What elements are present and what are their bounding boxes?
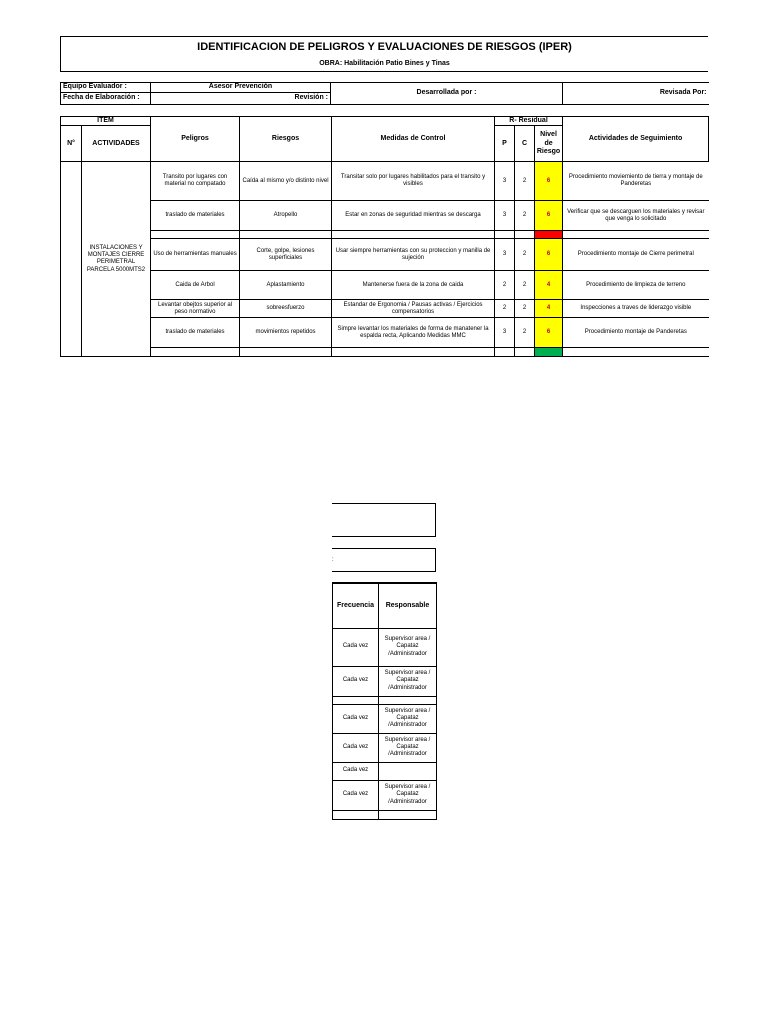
fecha-label: Fecha de Elaboración : — [61, 93, 151, 105]
medida-cell: Estandar de Ergonomia / Pausas activas / Ejercicios compensatorios — [332, 300, 495, 318]
obra-subtitle: OBRA: Habilitación Patio Bines y Tinas — [319, 60, 450, 67]
seguimiento-cell: Procedimiento de limpieza de terreno — [563, 271, 709, 300]
seguimiento-cell — [563, 231, 709, 239]
actividades-header: ACTIVIDADES — [82, 126, 151, 162]
responsable-cell: Supervisor area / Capataz /Administrador — [379, 733, 437, 762]
p-cell: 2 — [495, 300, 515, 318]
p-cell: 2 — [495, 271, 515, 300]
second-header-box — [332, 503, 436, 537]
n-cell — [61, 162, 82, 357]
table-row — [61, 348, 709, 357]
frecuencia-cell: Cada vez — [333, 628, 379, 666]
frecuencia-cell: Cada vez — [333, 666, 379, 696]
peligro-cell: traslado de materiales — [151, 201, 240, 231]
p-cell: 3 — [495, 201, 515, 231]
peligro-cell: traslado de materiales — [151, 318, 240, 348]
frecuencia-cell: Cada vez — [333, 733, 379, 762]
page-title: IDENTIFICACION DE PELIGROS Y EVALUACIONES DE RIESGOS (IPER) — [197, 41, 572, 53]
c-cell — [515, 231, 535, 239]
table-row — [61, 162, 709, 201]
table-row — [333, 666, 437, 696]
c-cell — [515, 348, 535, 357]
responsable-cell — [379, 762, 437, 780]
colon-text: : — [332, 557, 334, 563]
nivel-cell — [535, 231, 563, 239]
equipo-value: Asesor Prevención — [151, 83, 331, 93]
table-row — [333, 810, 437, 819]
c-cell: 2 — [515, 300, 535, 318]
peligro-cell — [151, 231, 240, 239]
nivel-cell: 4 — [535, 300, 563, 318]
frecuencia-cell — [333, 810, 379, 819]
c-cell: 2 — [515, 162, 535, 201]
c-cell: 2 — [515, 201, 535, 231]
nivel-cell: 6 — [535, 318, 563, 348]
c-cell: 2 — [515, 239, 535, 271]
responsable-cell: Supervisor area / Capataz /Administrador — [379, 704, 437, 733]
peligro-cell: Uso de herramientas manuales — [151, 239, 240, 271]
table-row — [333, 733, 437, 762]
medida-cell — [332, 348, 495, 357]
c-header: C — [515, 126, 535, 162]
table-row — [61, 231, 709, 239]
n-header: N° — [61, 126, 82, 162]
seguimiento-cell: Inspecciones a traves de liderazgo visible — [563, 300, 709, 318]
desarrollada-label: Desarrollada por : — [331, 83, 563, 105]
p-cell — [495, 348, 515, 357]
nivel-cell — [535, 348, 563, 357]
equipo-label: Equipo Evaluador : — [61, 83, 151, 93]
responsable-cell — [379, 696, 437, 704]
riesgo-cell: Corte, golpe, lesiones superficiales — [240, 239, 332, 271]
frecuencia-cell: Cada vez — [333, 762, 379, 780]
activity-cell: INSTALACIONES Y MONTAJES CIERRE PERIMETRAL PARCELA 5000MTS2 — [82, 162, 151, 357]
nivel-header: Nivel de Riesgo — [535, 126, 563, 162]
nivel-cell: 6 — [535, 239, 563, 271]
table-row — [333, 762, 437, 780]
riesgos-header: Riesgos — [240, 117, 332, 162]
iper-table — [60, 116, 709, 357]
frecuencia-cell: Cada vez — [333, 704, 379, 733]
medida-cell: Transitar solo por lugares habilitados para el transito y visibles — [332, 162, 495, 201]
table-row — [333, 780, 437, 810]
table-row — [333, 628, 437, 666]
responsable-cell — [379, 810, 437, 819]
revision-label: Revisión : — [151, 93, 331, 105]
p-cell: 3 — [495, 239, 515, 271]
riesgo-cell: movimientos repetidos — [240, 318, 332, 348]
c-cell: 2 — [515, 318, 535, 348]
table-row — [61, 239, 709, 271]
table-row — [333, 704, 437, 733]
peligro-cell: Levantar obejtos superior al peso normativo — [151, 300, 240, 318]
p-cell: 3 — [495, 318, 515, 348]
seguimiento-cell: Procedimiento montaje de Panderetas — [563, 318, 709, 348]
frecuencia-cell: Cada vez — [333, 780, 379, 810]
medida-cell: Usar siempre herramientas con su proteccion y manilla de sujeción — [332, 239, 495, 271]
nivel-cell: 4 — [535, 271, 563, 300]
item-header: ITEM — [61, 117, 151, 126]
medida-cell — [332, 231, 495, 239]
responsable-cell: Supervisor area / Capataz /Administrador — [379, 780, 437, 810]
p-header: P — [495, 126, 515, 162]
title-box — [60, 36, 708, 72]
seguimiento-cell: Verificar que se descarguen los materiales y revisar que venga lo solicitado — [563, 201, 709, 231]
responsable-cell: Supervisor area / Capataz /Administrador — [379, 666, 437, 696]
seguimiento-cell — [563, 348, 709, 357]
riesgo-cell: sobreesfuerzo — [240, 300, 332, 318]
frecuencia-cell — [333, 696, 379, 704]
riesgo-cell: Atropello — [240, 201, 332, 231]
responsable-header: Responsable — [379, 583, 437, 628]
seguimiento-cell: Procedimiento montaje de Cierre perimetral — [563, 239, 709, 271]
riesgo-cell: Caída al mismo y/o distinto nivel — [240, 162, 332, 201]
responsable-cell: Supervisor area / Capataz /Administrador — [379, 628, 437, 666]
table-row — [61, 300, 709, 318]
second-info-box — [332, 548, 436, 572]
nivel-cell: 6 — [535, 201, 563, 231]
medida-cell: Estar en zonas de seguridad mientras se descarga — [332, 201, 495, 231]
table-row — [333, 696, 437, 704]
nivel-cell: 6 — [535, 162, 563, 201]
frecuencia-header: Frecuencia — [333, 583, 379, 628]
peligros-header: Peligros — [151, 117, 240, 162]
residual-header: R- Residual — [495, 117, 563, 126]
revisada-label: Revisada Por: — [563, 83, 709, 105]
table-row — [61, 318, 709, 348]
seguimiento-cell: Procedimiento moviemiento de tierra y montaje de Panderetas — [563, 162, 709, 201]
c-cell: 2 — [515, 271, 535, 300]
peligro-cell: Transito por lugares con material no compatado — [151, 162, 240, 201]
frecuencia-table — [332, 582, 437, 820]
p-cell — [495, 231, 515, 239]
seguimiento-header: Actividades de Seguimiento — [563, 117, 709, 162]
peligro-cell: Caida de Arbol — [151, 271, 240, 300]
riesgo-cell — [240, 231, 332, 239]
riesgo-cell: Aplastamiento — [240, 271, 332, 300]
p-cell: 3 — [495, 162, 515, 201]
medida-cell: Simpre levantar los materiales de forma de manatener la espalda recta, Aplicando Medidas MMC — [332, 318, 495, 348]
medidas-header: Medidas de Control — [332, 117, 495, 162]
riesgo-cell — [240, 348, 332, 357]
table-row — [61, 201, 709, 231]
peligro-cell — [151, 348, 240, 357]
info-table — [60, 82, 709, 105]
table-row — [61, 271, 709, 300]
medida-cell: Mantenerse fuera de la zona de caida — [332, 271, 495, 300]
